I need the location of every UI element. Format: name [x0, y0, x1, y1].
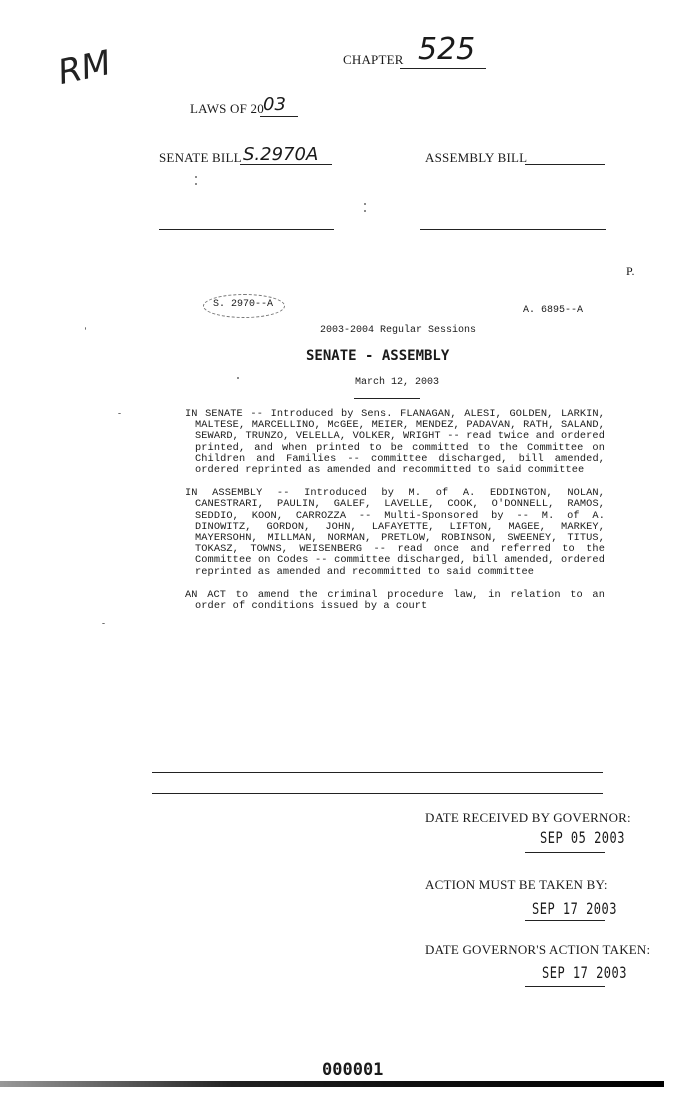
act-paragraph: AN ACT to amend the criminal procedure law, in relation to an order of conditions issued by a court	[185, 588, 605, 613]
blank-line-left	[159, 229, 334, 230]
chapter-line	[400, 68, 486, 69]
bill-date: March 12, 2003	[355, 377, 440, 388]
chapter-number: 525	[418, 32, 476, 67]
received-label: DATE RECEIVED BY GOVERNOR:	[425, 810, 631, 825]
assembly-paragraph: IN ASSEMBLY -- Introduced by M. of A. EDDINGTON, NOLAN, CANESTRARI, PAULIN, GALEF, LAVELLE, COOK, O'DONNELL, RAMOS, SEDDIO, KOON, CARROZZA -- Multi-Sponsored by -- M. of A. DINOWITZ, GORDON, JOHN, LAFAYETTE, LIFTON, MAGEE, MARKEY, MAYERSOHN, MILLMAN, NORMAN, PRETLOW, ROBINSON, SWEENEY, TITUS, TOKASZ, TOWNS, WEISENBERG -- read once and referred to the Committee on Codes -- committee discharged, bill amended, ordered reprinted as amended and recommitted to said committee	[185, 487, 605, 578]
taken-label: DATE GOVERNOR'S ACTION TAKEN:	[425, 942, 651, 957]
page-number: 000001	[322, 1060, 384, 1080]
rule-top	[152, 772, 603, 773]
assembly-bill-label: ASSEMBLY BILL	[425, 150, 528, 165]
scan-speck	[195, 176, 197, 178]
bill-body	[185, 409, 605, 612]
senate-bill-number: S.2970A	[243, 144, 319, 165]
scan-edge-bar	[0, 1081, 664, 1087]
rule-bottom	[152, 793, 603, 794]
received-date-stamp: SEP 05 2003	[540, 828, 625, 847]
senate-bill-line	[240, 164, 332, 165]
scan-speck	[364, 210, 366, 212]
taken-line	[525, 986, 605, 987]
action-line	[525, 920, 605, 921]
laws-line	[260, 116, 298, 117]
senate-number: S. 2970--A	[213, 299, 274, 310]
session-line: 2003-2004 Regular Sessions	[320, 325, 477, 336]
laws-year: 03	[263, 94, 286, 115]
senate-bill-label: SENATE BILL	[159, 150, 242, 165]
side-mark: P.	[626, 264, 635, 278]
scan-speck	[118, 413, 121, 414]
handwritten-initials: RM	[54, 42, 115, 94]
action-date-stamp: SEP 17 2003	[532, 899, 617, 918]
date-rule	[354, 398, 420, 399]
laws-label: LAWS OF 20	[190, 101, 264, 116]
blank-line-right	[420, 229, 606, 230]
scan-speck	[195, 183, 197, 185]
received-line	[525, 852, 605, 853]
scan-speck	[102, 623, 105, 624]
senate-paragraph: IN SENATE -- Introduced by Sens. FLANAGAN, ALESI, GOLDEN, LARKIN, MALTESE, MARCELLINO, McGEE, MEIER, MENDEZ, PADAVAN, RATH, SALAND, SEWARD, TRUNZO, VELELLA, VOLKER, WRIGHT -- read twice and ordered printed, and when printed to be committed to the Committee on Children and Families -- committee discharged, bill amended, ordered reprinted as amended and recommitted to said committee	[185, 408, 605, 477]
scan-speck	[237, 377, 239, 379]
chapter-label: CHAPTER	[343, 52, 404, 67]
bill-title: SENATE - ASSEMBLY	[306, 348, 450, 364]
action-label: ACTION MUST BE TAKEN BY:	[425, 877, 608, 892]
taken-date-stamp: SEP 17 2003	[542, 963, 627, 982]
assembly-number: A. 6895--A	[523, 305, 584, 316]
scan-speck	[85, 327, 86, 330]
scan-speck	[364, 203, 366, 205]
assembly-bill-line	[525, 164, 605, 165]
